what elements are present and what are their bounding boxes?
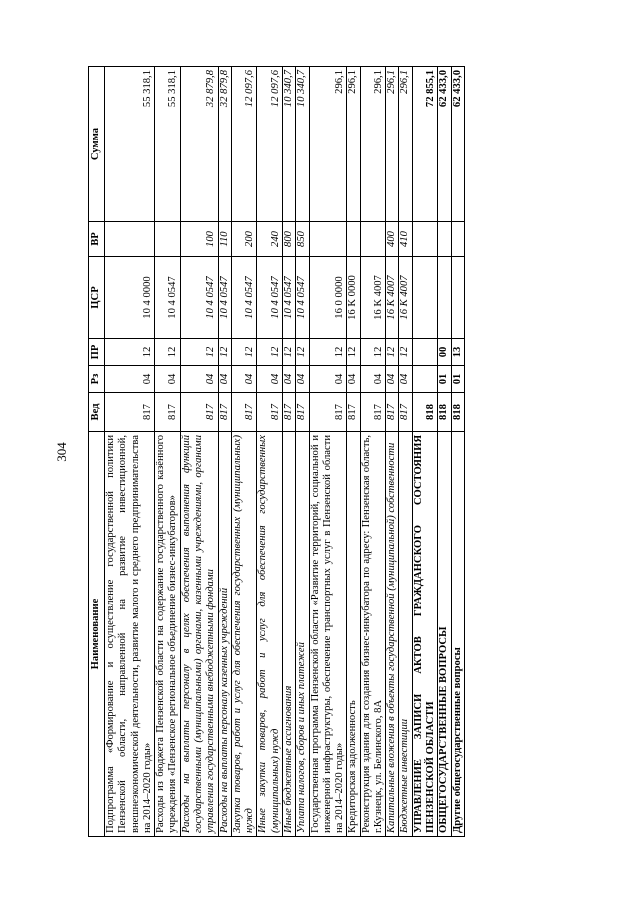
cell-csr: 16 K 4007 <box>386 257 399 339</box>
table-header-row <box>89 67 105 837</box>
cell-vr <box>412 222 438 257</box>
cell-ved: 817 <box>386 393 399 432</box>
cell-ved: 817 <box>282 393 295 432</box>
cell-vr: 240 <box>257 222 283 257</box>
cell-ved: 817 <box>155 393 181 432</box>
cell-pr: 12 <box>347 339 360 366</box>
cell-name: Иные бюджетные ассигнования <box>282 432 295 837</box>
cell-pr: 00 <box>438 339 451 366</box>
cell-csr: 16 K 0000 <box>347 257 360 339</box>
cell-sum: 296,1 <box>347 67 360 222</box>
cell-vr <box>438 222 451 257</box>
cell-rz: 04 <box>309 366 347 393</box>
cell-csr: 10 4 0547 <box>180 257 218 339</box>
table-body <box>105 67 465 837</box>
cell-name: Уплата налогов, сборов и иных платежей <box>296 432 309 837</box>
cell-vr: 200 <box>231 222 257 257</box>
cell-rz: 04 <box>231 366 257 393</box>
table-row <box>231 67 257 837</box>
page-number: 304 <box>54 442 69 462</box>
cell-sum: 296,1 <box>360 67 386 222</box>
cell-pr: 12 <box>360 339 386 366</box>
cell-rz: 04 <box>218 366 231 393</box>
rotated-page-content <box>88 67 528 837</box>
cell-ved: 817 <box>360 393 386 432</box>
table-row <box>451 67 464 837</box>
cell-ved: 817 <box>309 393 347 432</box>
cell-vr <box>309 222 347 257</box>
cell-sum: 12 097,6 <box>231 67 257 222</box>
cell-ved: 817 <box>180 393 218 432</box>
table-row <box>180 67 218 837</box>
cell-sum: 296,1 <box>399 67 412 222</box>
cell-csr: 16 0 0000 <box>309 257 347 339</box>
cell-name: Реконструкция здания для создания бизнес-инкубатора по адресу: Пензенская область, г.Кузнецк, ул. Белинского, 8А <box>360 432 386 837</box>
cell-csr: 16 K 4007 <box>360 257 386 339</box>
cell-name: Расходы на выплаты персоналу казенных учреждений <box>218 432 231 837</box>
header-rz: Рз <box>89 366 105 393</box>
cell-sum: 62 433,0 <box>451 67 464 222</box>
cell-rz: 04 <box>257 366 283 393</box>
cell-name: Закупка товаров, работ и услуг для обеспечения государственных (муниципальных) нужд <box>231 432 257 837</box>
cell-rz: 04 <box>282 366 295 393</box>
cell-rz: 04 <box>399 366 412 393</box>
cell-name: ОБЩЕГОСУДАРСТВЕННЫЕ ВОПРОСЫ <box>438 432 451 837</box>
cell-csr: 10 4 0547 <box>296 257 309 339</box>
cell-name: Расходы на выплаты персоналу в целях обеспечения выполнения функций государственными (муниципальными) органами, казенными учреждениями, органами управления государственными внебюджетными фондами <box>180 432 218 837</box>
cell-csr <box>451 257 464 339</box>
table-row <box>257 67 283 837</box>
table-row <box>360 67 386 837</box>
cell-ved: 818 <box>412 393 438 432</box>
cell-name: Подпрограмма «Формирование и осуществление государственной политики Пензенской области, направленной на развитие инвестиционной, внешнеэкономической деятельности, развитие малого и среднего предпринимательства на 2014–2020 годы» <box>105 432 155 837</box>
cell-pr: 12 <box>218 339 231 366</box>
cell-rz: 04 <box>180 366 218 393</box>
cell-pr: 12 <box>155 339 181 366</box>
cell-rz: 04 <box>155 366 181 393</box>
cell-csr <box>412 257 438 339</box>
cell-name: Капитальные вложения в объекты государственной (муниципальной) собственности <box>386 432 399 837</box>
cell-ved: 817 <box>257 393 283 432</box>
table-row <box>386 67 399 837</box>
cell-rz: 04 <box>105 366 155 393</box>
cell-sum: 32 879,8 <box>180 67 218 222</box>
table-row <box>412 67 438 837</box>
cell-vr <box>105 222 155 257</box>
header-name: Наименование <box>89 432 105 837</box>
cell-rz: 01 <box>438 366 451 393</box>
cell-pr: 12 <box>296 339 309 366</box>
cell-vr <box>347 222 360 257</box>
cell-csr: 10 4 0000 <box>105 257 155 339</box>
cell-vr: 850 <box>296 222 309 257</box>
table-row <box>218 67 231 837</box>
cell-ved: 817 <box>347 393 360 432</box>
cell-pr: 12 <box>386 339 399 366</box>
table-row <box>105 67 155 837</box>
cell-pr: 13 <box>451 339 464 366</box>
cell-sum: 32 879,8 <box>218 67 231 222</box>
cell-sum: 296,1 <box>386 67 399 222</box>
cell-csr: 10 4 0547 <box>218 257 231 339</box>
table-row <box>309 67 347 837</box>
cell-rz: 04 <box>347 366 360 393</box>
cell-csr: 10 4 0547 <box>257 257 283 339</box>
cell-rz: 01 <box>451 366 464 393</box>
cell-pr: 12 <box>309 339 347 366</box>
cell-pr: 12 <box>180 339 218 366</box>
cell-ved: 817 <box>296 393 309 432</box>
cell-rz: 04 <box>386 366 399 393</box>
cell-name: Расходы из бюджета Пензенской области на содержание государственного казённого учреждения «Пензенское региональное объединение бизнес-инкубаторов» <box>155 432 181 837</box>
cell-ved: 817 <box>218 393 231 432</box>
cell-name: Бюджетные инвестиции <box>399 432 412 837</box>
cell-pr <box>412 339 438 366</box>
cell-vr: 110 <box>218 222 231 257</box>
header-csr: ЦСР <box>89 257 105 339</box>
cell-csr: 10 4 0547 <box>155 257 181 339</box>
cell-vr <box>155 222 181 257</box>
cell-name: Иные закупки товаров, работ и услуг для обеспечения государственных (муниципальных) нужд <box>257 432 283 837</box>
cell-pr: 12 <box>105 339 155 366</box>
cell-name: Другие общегосударственные вопросы <box>451 432 464 837</box>
header-ved: Вед <box>89 393 105 432</box>
header-pr: ПР <box>89 339 105 366</box>
cell-sum: 55 318,1 <box>155 67 181 222</box>
table-row <box>296 67 309 837</box>
cell-ved: 817 <box>105 393 155 432</box>
cell-name: УПРАВЛЕНИЕ ЗАПИСИ АКТОВ ГРАЖДАНСКОГО СОСТОЯНИЯ ПЕНЗЕНСКОЙ ОБЛАСТИ <box>412 432 438 837</box>
cell-ved: 817 <box>231 393 257 432</box>
cell-sum: 296,1 <box>309 67 347 222</box>
cell-sum: 10 340,7 <box>296 67 309 222</box>
cell-vr: 100 <box>180 222 218 257</box>
cell-vr: 400 <box>386 222 399 257</box>
cell-pr: 12 <box>399 339 412 366</box>
table-row <box>399 67 412 837</box>
cell-name: Государственная программа Пензенской области «Развитие территорий, социальной и инженерной инфраструктуры, обеспечение транспортных услуг в Пензенской области на 2014–2020 годы» <box>309 432 347 837</box>
cell-ved: 818 <box>451 393 464 432</box>
cell-vr: 800 <box>282 222 295 257</box>
cell-csr: 10 4 0547 <box>282 257 295 339</box>
cell-csr: 16 K 4007 <box>399 257 412 339</box>
cell-ved: 818 <box>438 393 451 432</box>
header-vr: ВР <box>89 222 105 257</box>
cell-rz: 04 <box>360 366 386 393</box>
table-row <box>155 67 181 837</box>
cell-pr: 12 <box>257 339 283 366</box>
cell-rz: 04 <box>296 366 309 393</box>
cell-sum: 55 318,1 <box>105 67 155 222</box>
cell-csr <box>438 257 451 339</box>
cell-vr <box>451 222 464 257</box>
cell-rz <box>412 366 438 393</box>
cell-sum: 72 855,1 <box>412 67 438 222</box>
table-row <box>347 67 360 837</box>
header-sum: Сумма <box>89 67 105 222</box>
cell-sum: 62 433,0 <box>438 67 451 222</box>
cell-sum: 10 340,7 <box>282 67 295 222</box>
cell-name: Кредиторская задолженность <box>347 432 360 837</box>
cell-sum: 12 097,6 <box>257 67 283 222</box>
cell-vr: 410 <box>399 222 412 257</box>
cell-pr: 12 <box>231 339 257 366</box>
table-row <box>438 67 451 837</box>
budget-table <box>88 66 465 837</box>
cell-pr: 12 <box>282 339 295 366</box>
cell-ved: 817 <box>399 393 412 432</box>
cell-vr <box>360 222 386 257</box>
cell-csr: 10 4 0547 <box>231 257 257 339</box>
table-row <box>282 67 295 837</box>
